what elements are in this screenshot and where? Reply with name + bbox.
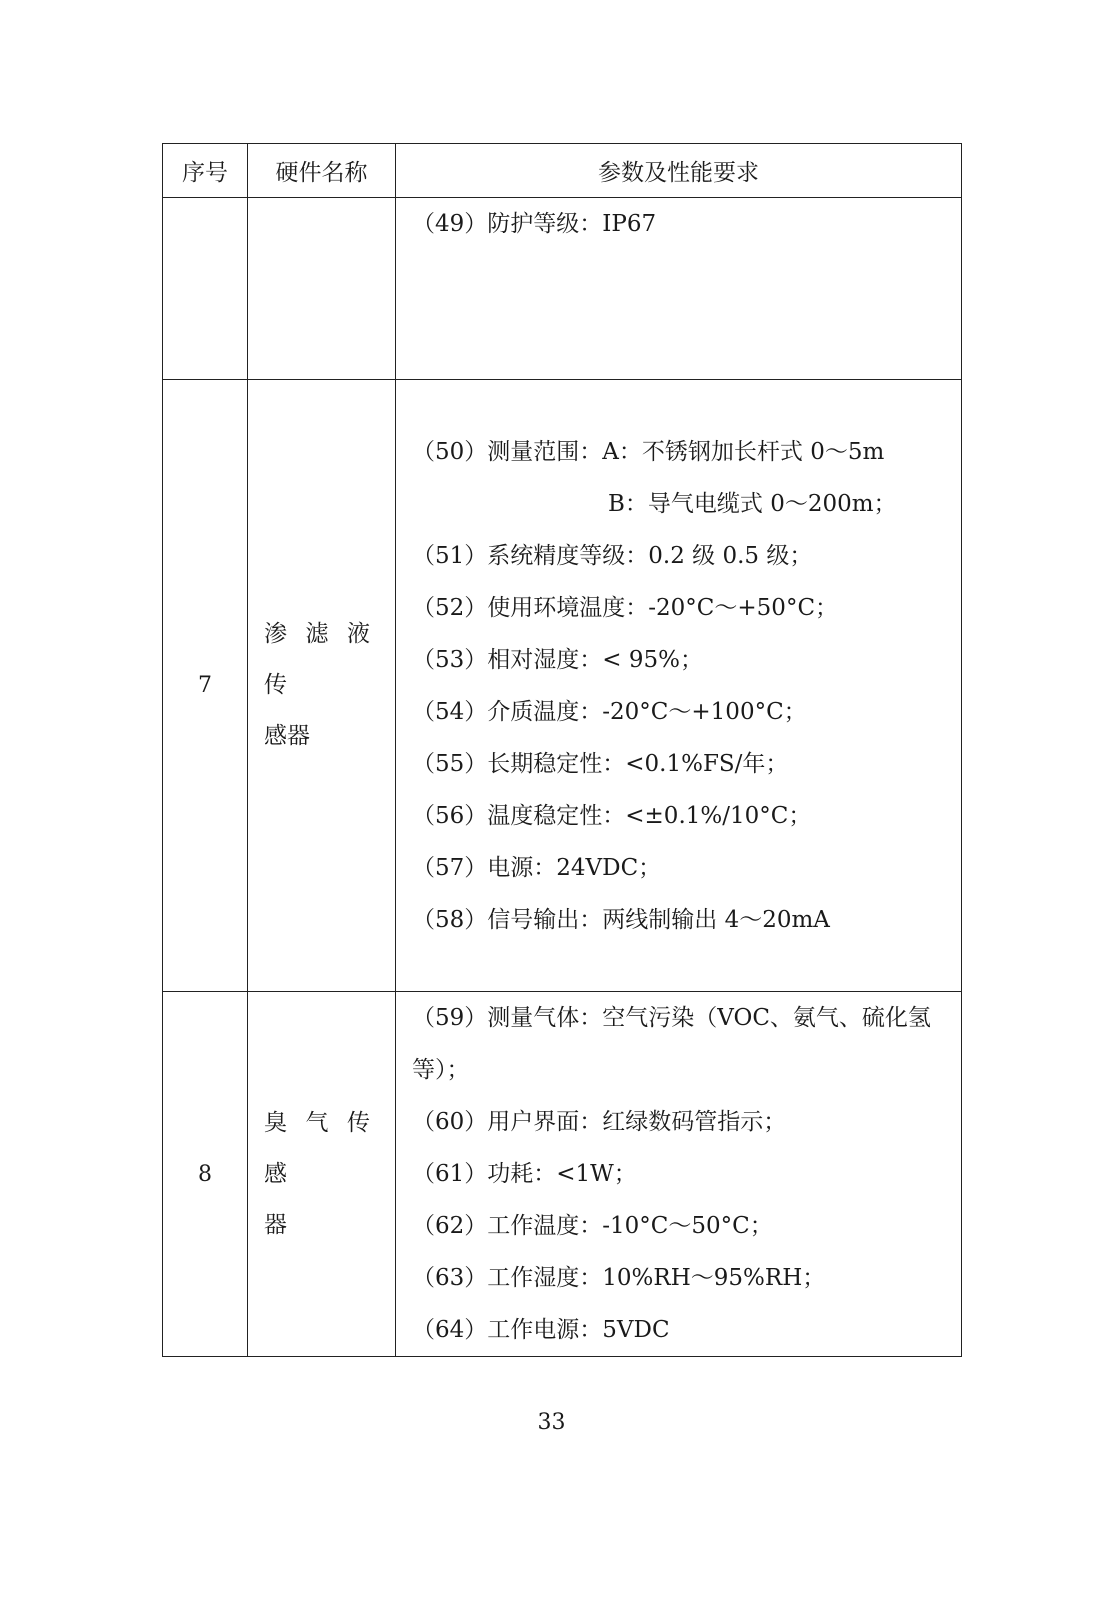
page-number: 33 — [537, 1410, 566, 1435]
row-parameters — [396, 380, 962, 992]
hardware-name-line: 器 — [264, 1211, 287, 1238]
table-header-row — [163, 144, 962, 198]
row-parameters — [396, 198, 962, 380]
table-row — [163, 992, 962, 1357]
row-hardware-name — [248, 198, 396, 380]
hardware-name-line: 渗滤液传 — [264, 621, 381, 698]
row-number — [163, 198, 248, 380]
table-row — [163, 198, 962, 380]
row-number: 8 — [163, 992, 248, 1357]
header-parameters: 参数及性能要求 — [396, 144, 962, 198]
row-parameters — [396, 992, 962, 1357]
param-item: （63）工作湿度：10%RH～95%RH； — [412, 1265, 826, 1291]
param-item: （60）用户界面：红绿数码管指示； — [412, 1109, 787, 1135]
table-row — [163, 380, 962, 992]
param-item: （53）相对湿度：< 95%； — [412, 646, 703, 673]
param-item: （64）工作电源：5VDC — [412, 1317, 670, 1343]
param-item: （56）温度稳定性：<±0.1%/10°C； — [412, 802, 812, 829]
param-item: （58）信号输出：两线制输出 4～20mA — [412, 906, 830, 933]
hardware-name-line: 感器 — [264, 723, 310, 749]
param-item: （61）功耗：<1W； — [412, 1161, 637, 1187]
hardware-spec-table — [162, 143, 962, 1357]
param-item: （57）电源：24VDC； — [412, 854, 662, 881]
hardware-name-line: 臭气传感 — [264, 1109, 381, 1187]
param-item: （55）长期稳定性：<0.1%FS/年； — [412, 750, 789, 777]
row-hardware-name — [248, 992, 396, 1357]
param-item: （59）测量气体：空气污染（VOC、氨气、硫化氢等）； — [412, 1005, 931, 1083]
header-number: 序号 — [163, 144, 248, 198]
param-item: （52）使用环境温度：-20°C～+50°C； — [412, 594, 839, 621]
row-number: 7 — [163, 380, 248, 992]
param-item-continuation: B：导气电缆式 0～200m； — [608, 490, 897, 517]
param-item: （49）防护等级：IP67 — [412, 211, 657, 237]
param-item: （54）介质温度：-20°C～+100°C； — [412, 698, 807, 725]
param-item: （62）工作温度：-10°C～50°C； — [412, 1213, 773, 1239]
header-hardware-name: 硬件名称 — [248, 144, 396, 198]
row-hardware-name — [248, 380, 396, 992]
param-item: （51）系统精度等级：0.2 级 0.5 级； — [412, 542, 813, 569]
param-item: （50）测量范围：A：不锈钢加长杆式 0～5m — [412, 438, 885, 465]
